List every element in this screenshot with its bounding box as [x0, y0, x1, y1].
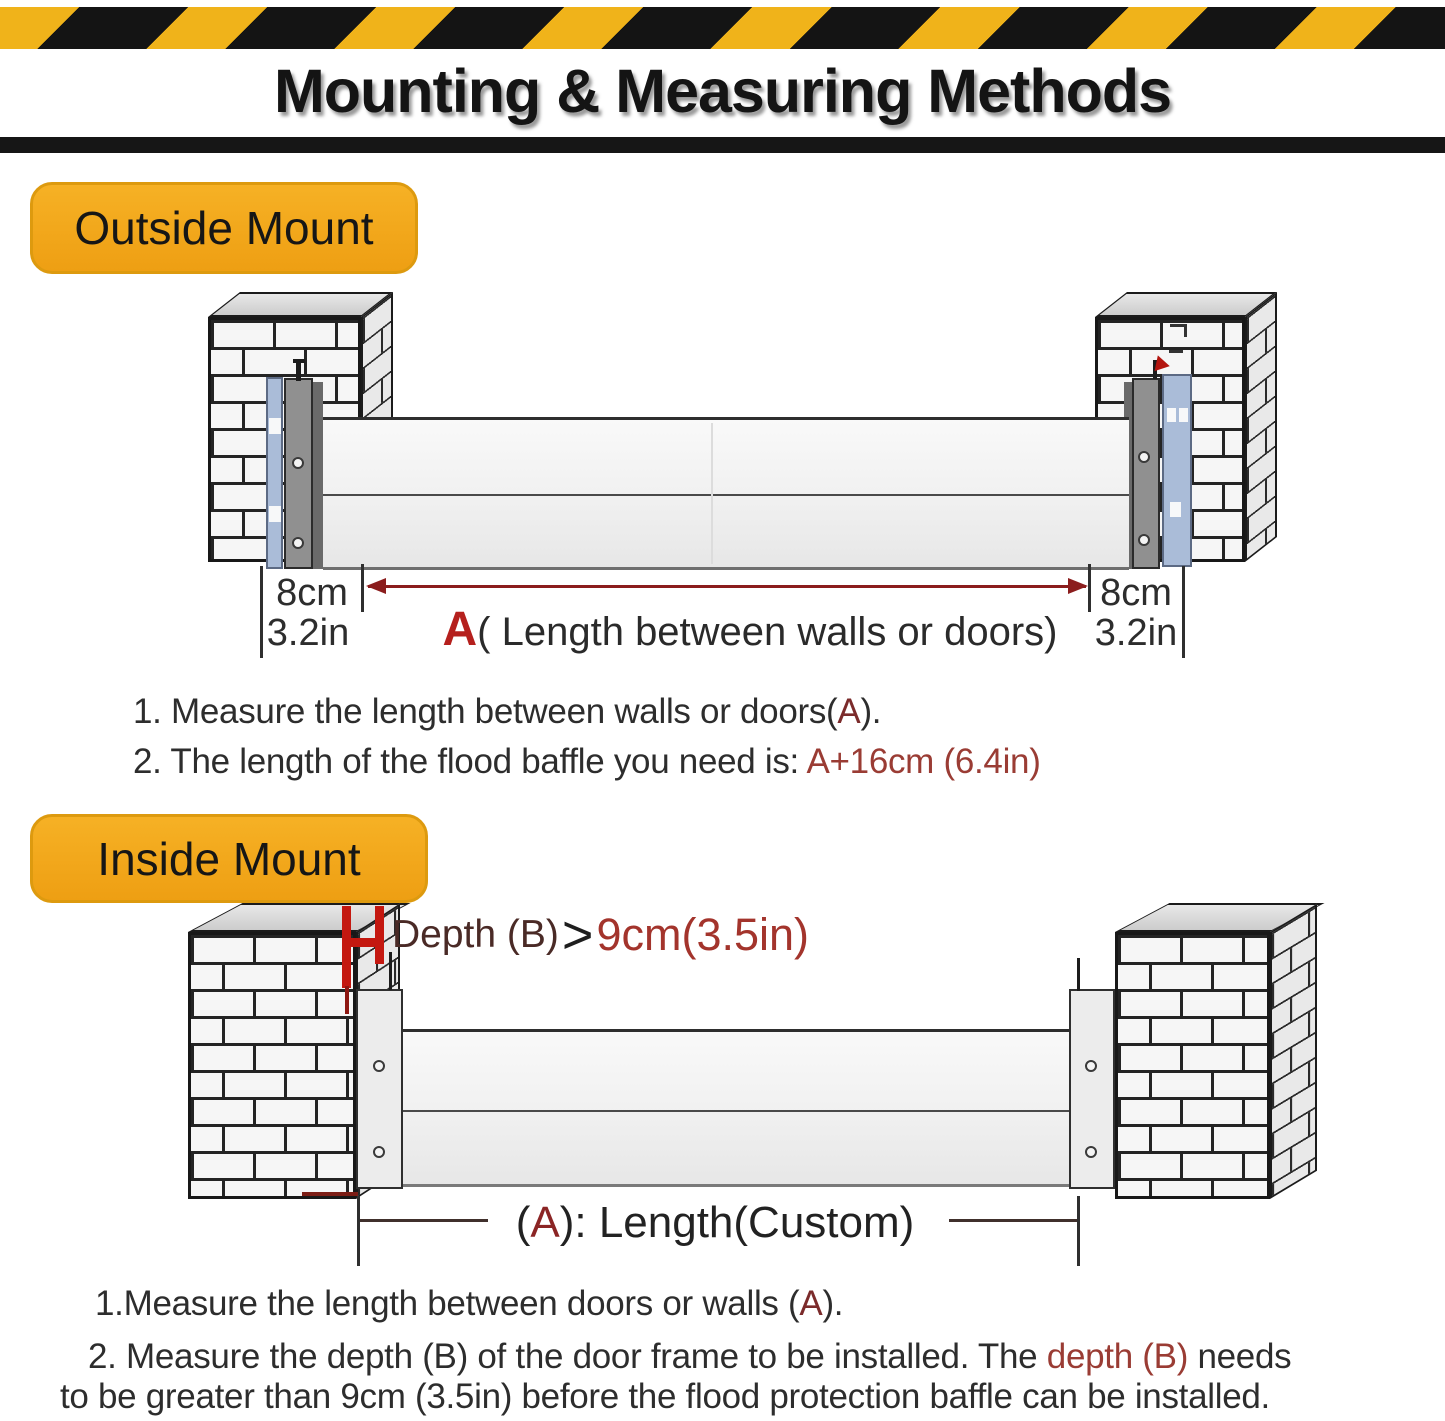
outside-step1-text: 1. Measure the length between walls or doors(: [133, 692, 838, 731]
brick-mark: [1169, 350, 1183, 353]
in-right-pillar-side-face: [1270, 904, 1317, 1199]
screw-hole: [292, 537, 304, 549]
barrier-board-divider: [323, 494, 1129, 496]
pillar-base-red-line: [302, 1192, 358, 1196]
inside-step2-line2-text: to be greater than 9cm (3.5in) before the flood protection baffle can be installed.: [60, 1377, 1270, 1416]
in-left-channel: [356, 989, 403, 1189]
outside-mount-badge: [30, 182, 418, 274]
left-offset-cm: 8cm: [276, 572, 348, 614]
arrowhead-left-icon: [366, 578, 386, 594]
banner-divider-bar: [0, 137, 1445, 153]
seal-highlight: [269, 506, 281, 522]
inside-step2-end: needs: [1188, 1337, 1292, 1376]
length-line-left: [360, 1219, 488, 1222]
left-offset-in: 3.2in: [266, 612, 350, 654]
barrier-seam: [711, 423, 713, 564]
brick-mark: [1184, 324, 1187, 337]
outside-step2-text: 2. The length of the flood baffle you need is:: [133, 742, 807, 781]
flood-barrier-inside: [403, 1029, 1069, 1187]
hazard-stripes-banner: [0, 7, 1445, 49]
inside-length-open: (: [515, 1198, 531, 1247]
right-offset-cm: 8cm: [1100, 572, 1172, 614]
inside-length-A: A: [530, 1198, 560, 1247]
depth-label-text: Depth (B): [392, 913, 559, 956]
seal-highlight: [1170, 502, 1181, 517]
dim-tick: [260, 566, 263, 658]
greater-than-symbol: >: [561, 905, 594, 965]
inside-step1-end: ).: [822, 1284, 844, 1323]
dim-tick: [1077, 1196, 1080, 1266]
inside-step-1: [95, 1284, 843, 1324]
seal-highlight: [269, 418, 281, 434]
outside-step1-A: A: [837, 692, 861, 731]
inside-step2-text: 2. Measure the depth (B) of the door frame to be installed. The: [88, 1337, 1047, 1376]
screw-hole: [1085, 1060, 1097, 1072]
right-offset-in: 3.2in: [1094, 612, 1178, 654]
screw-hole: [1085, 1146, 1097, 1158]
screw-hole: [373, 1060, 385, 1072]
channel-pin: [1077, 958, 1080, 991]
outside-mount-badge-label: Outside Mount: [74, 202, 374, 254]
flood-barrier-outside: [323, 417, 1129, 570]
inside-step-2-line-2: [60, 1377, 1270, 1417]
in-left-pillar-front-face: [188, 932, 356, 1199]
dim-tick: [1088, 564, 1091, 612]
inside-length-label: [470, 1198, 960, 1248]
in-right-pillar-front-face: [1115, 932, 1270, 1199]
length-line-right: [949, 1219, 1077, 1222]
inside-step2-highlight: depth (B): [1046, 1337, 1189, 1376]
span-length-text: ( Length between walls or doors): [477, 610, 1058, 654]
dim-tick: [1182, 566, 1185, 658]
outside-step-2: [133, 742, 1041, 782]
right-seal-strip: [1162, 374, 1192, 567]
arrowhead-right-icon: [1068, 578, 1088, 594]
dimension-arrow-line: [368, 585, 1086, 588]
span-length-A: A: [442, 603, 478, 656]
depth-clamp-left-bar: [342, 906, 351, 988]
screw-hole: [292, 457, 304, 469]
screw-hole: [1138, 451, 1150, 463]
depth-label: [392, 905, 810, 965]
dim-tick: [361, 564, 364, 612]
channel-pin: [296, 361, 301, 381]
barrier-board-divider: [403, 1110, 1069, 1112]
seal-highlight: [1179, 408, 1188, 422]
seal-highlight: [1167, 408, 1176, 422]
outside-step2-formula: A+16cm (6.4in): [806, 742, 1041, 781]
depth-label-value: 9cm(3.5in): [596, 909, 810, 960]
right-pillar-side-face: [1245, 292, 1277, 562]
inside-step1-text: 1.Measure the length between doors or walls (: [95, 1284, 800, 1323]
inside-step-2-line-1: [88, 1337, 1291, 1377]
inside-step1-A: A: [799, 1284, 823, 1323]
outside-step-1: [133, 692, 881, 732]
depth-clamp-right-bar: [375, 906, 384, 964]
channel-pin-cap: [293, 359, 305, 363]
outside-step1-end: ).: [860, 692, 882, 731]
inside-length-text: ): Length(Custom): [559, 1198, 915, 1247]
screw-hole: [1138, 534, 1150, 546]
left-mount-channel-side: [313, 382, 323, 569]
screw-hole: [373, 1146, 385, 1158]
dim-tick: [357, 1196, 360, 1266]
left-seal-strip: [266, 377, 283, 569]
page-title: Mounting & Measuring Methods: [273, 57, 1172, 125]
inside-mount-badge: [30, 814, 428, 903]
depth-clamp-foot: [345, 986, 349, 1014]
inside-mount-badge-label: Inside Mount: [97, 832, 361, 885]
span-length-label: [420, 602, 1080, 657]
in-right-channel: [1069, 989, 1115, 1189]
